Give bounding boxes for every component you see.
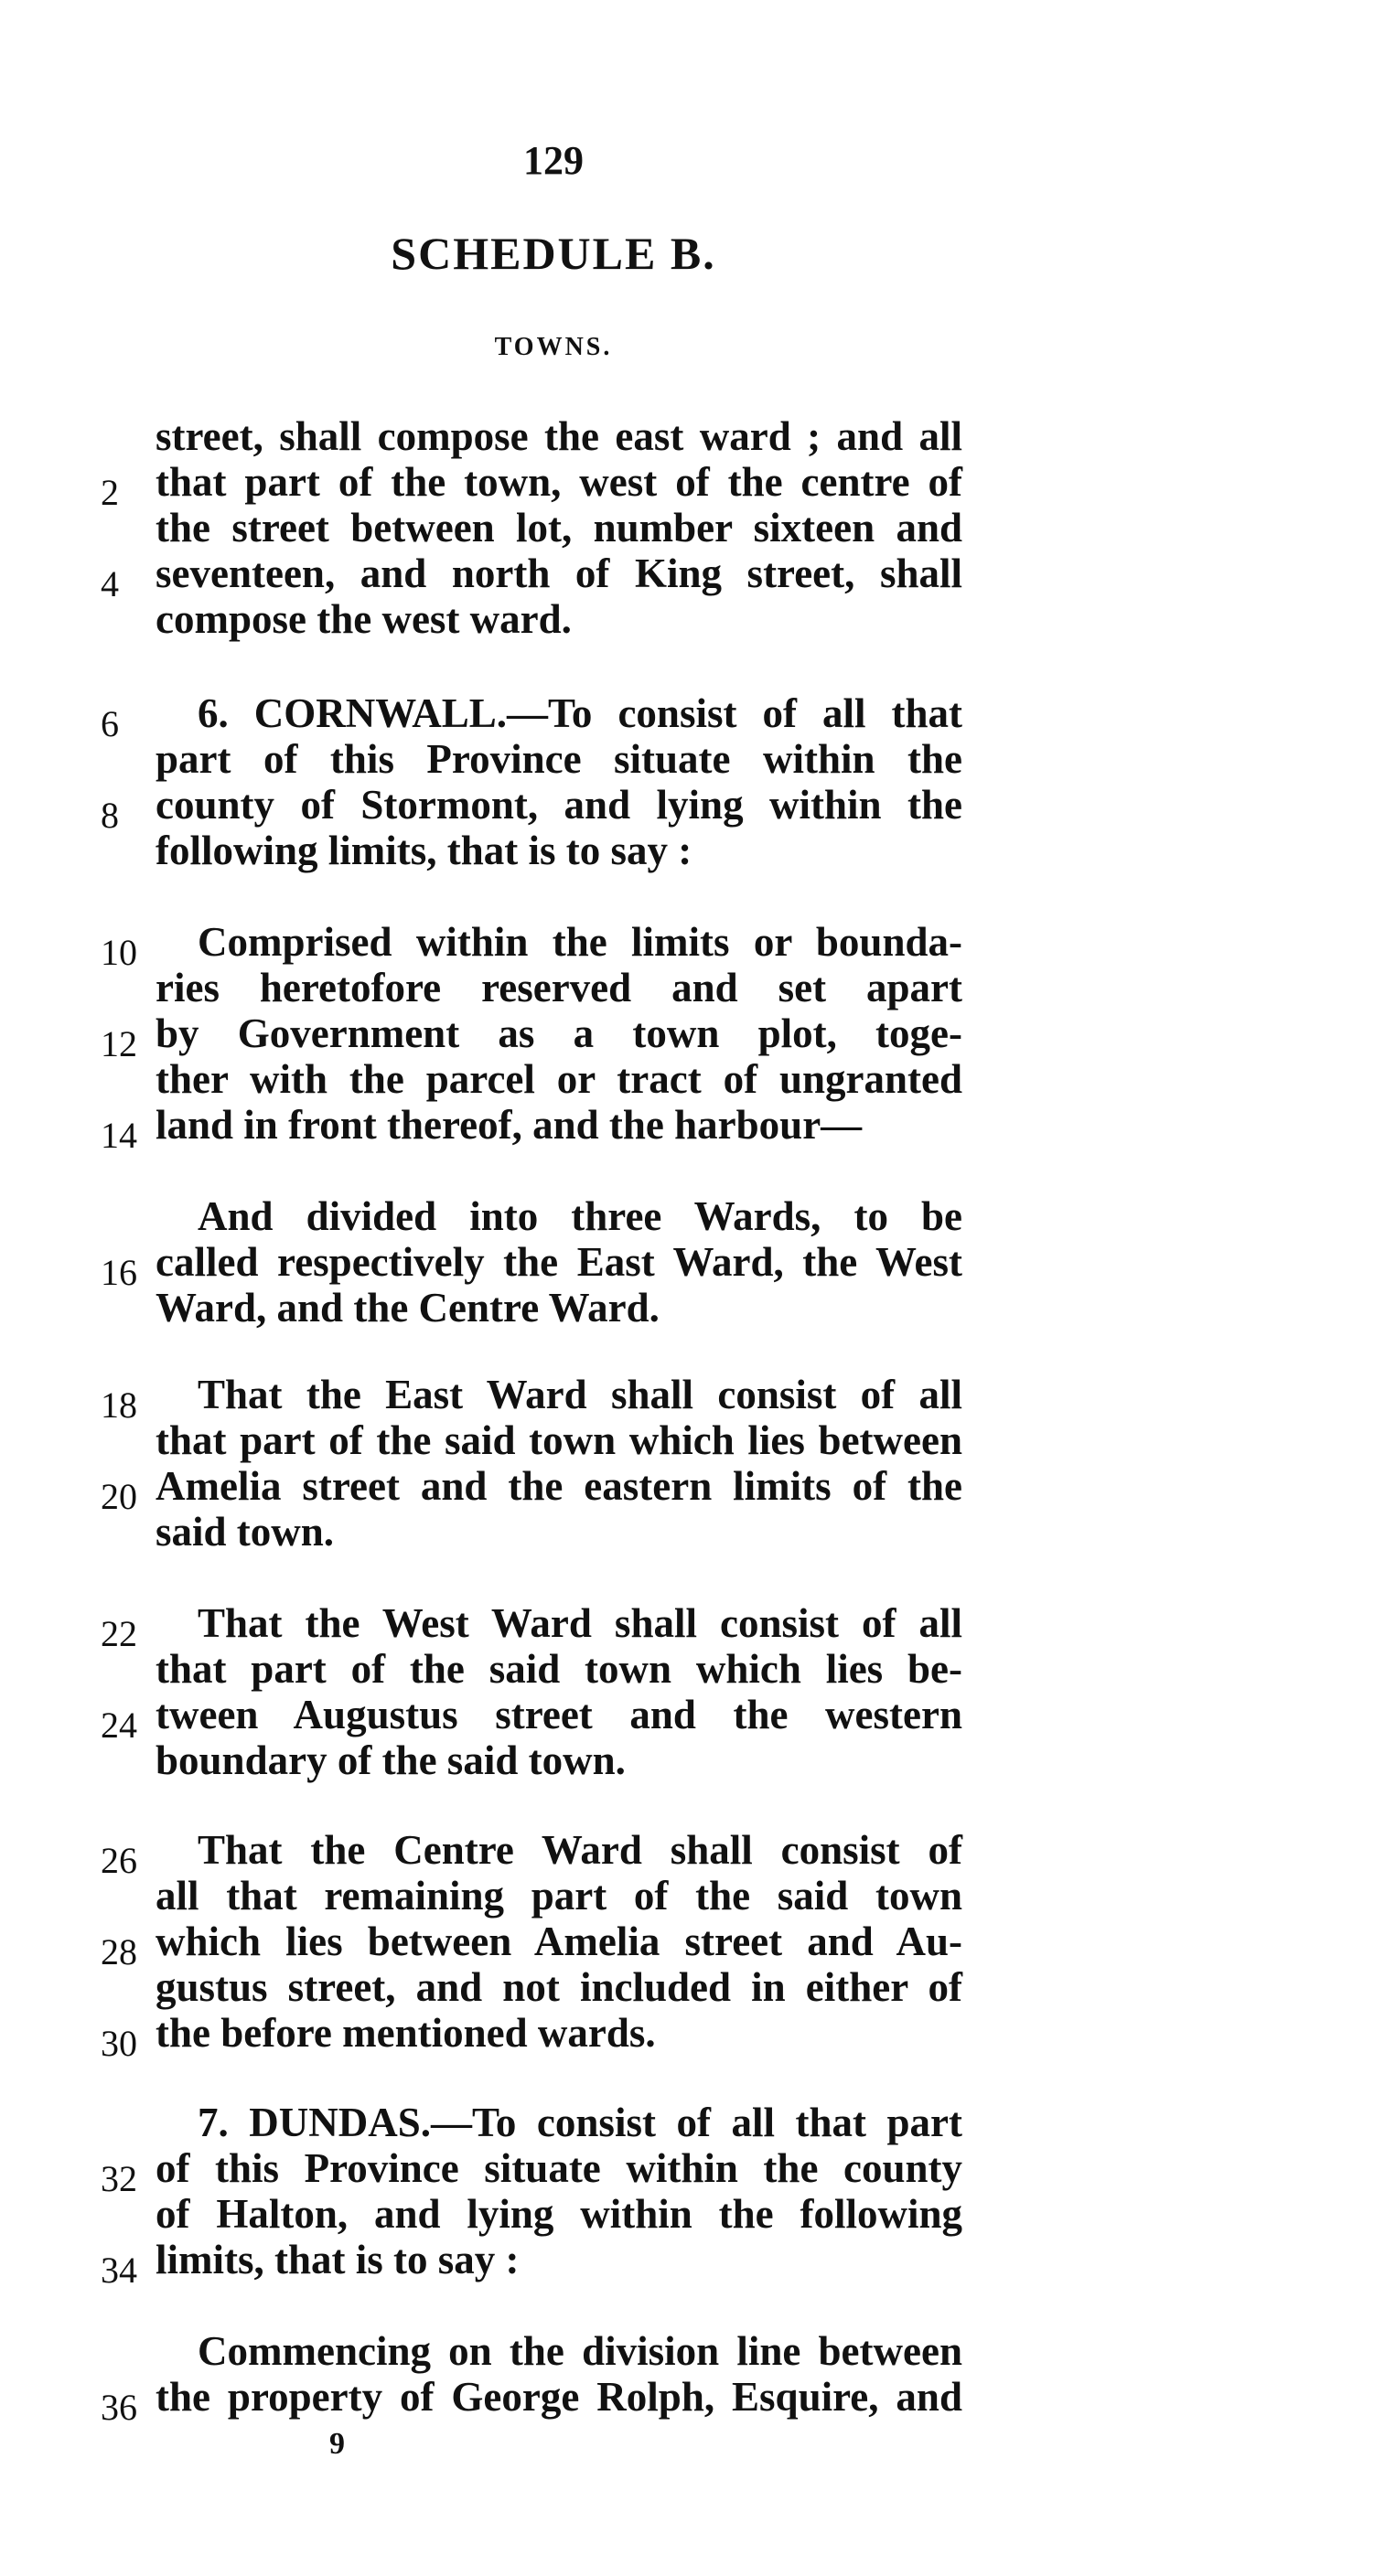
line-text: called respectively the East Ward, the West bbox=[156, 1239, 962, 1285]
text-line bbox=[0, 1056, 1374, 1102]
text-line bbox=[0, 1646, 1374, 1692]
text-line bbox=[0, 1239, 1374, 1293]
text-line bbox=[0, 1692, 1374, 1746]
line-text: That the Centre Ward shall consist of bbox=[198, 1827, 962, 1873]
line-text: ther with the parcel or tract of ungranted bbox=[156, 1056, 962, 1102]
line-text: Commencing on the division line between bbox=[198, 2328, 962, 2374]
line-text: That the East Ward shall consist of all bbox=[198, 1372, 962, 1417]
line-text: the street between lot, number sixteen and bbox=[156, 505, 962, 550]
line-text: part of this Province situate within the bbox=[156, 736, 962, 782]
line-text: of this Province situate within the county bbox=[156, 2145, 962, 2191]
text-line bbox=[0, 505, 1374, 550]
text-line bbox=[0, 2145, 1374, 2199]
text-line bbox=[0, 1193, 1374, 1239]
line-number: 12 bbox=[101, 1023, 137, 1064]
line-text: Comprised within the limits or bounda- bbox=[198, 919, 962, 965]
line-number: 10 bbox=[101, 932, 137, 973]
text-line bbox=[0, 1463, 1374, 1517]
line-number: 28 bbox=[101, 1931, 137, 1972]
text-line bbox=[0, 2010, 1374, 2064]
line-text: Amelia street and the eastern limits of the bbox=[156, 1463, 962, 1509]
text-line bbox=[0, 2100, 1374, 2145]
text-line bbox=[0, 1827, 1374, 1881]
text-line bbox=[0, 1919, 1374, 1972]
text-line bbox=[0, 1737, 1374, 1783]
line-text: of Halton, and lying within the following bbox=[156, 2191, 962, 2237]
line-number: 8 bbox=[101, 795, 119, 836]
text-line bbox=[0, 782, 1374, 836]
text-line bbox=[0, 2374, 1374, 2428]
line-text: boundary of the said town. bbox=[156, 1737, 626, 1783]
line-number: 26 bbox=[101, 1840, 137, 1881]
text-line bbox=[0, 1509, 1374, 1555]
text-line bbox=[0, 1964, 1374, 2010]
line-number: 34 bbox=[101, 2250, 137, 2291]
line-text: said town. bbox=[156, 1509, 335, 1555]
text-line bbox=[0, 2237, 1374, 2291]
text-line bbox=[0, 919, 1374, 973]
line-text: county of Stormont, and lying within the bbox=[156, 782, 962, 828]
text-line bbox=[0, 1873, 1374, 1919]
line-number: 14 bbox=[101, 1115, 137, 1156]
line-text: ries heretofore reserved and set apart bbox=[156, 965, 962, 1010]
line-number: 6 bbox=[101, 703, 119, 744]
line-text: following limits, that is to say : bbox=[156, 828, 692, 873]
section-label: TOWNS. bbox=[494, 333, 613, 361]
line-text: the property of George Rolph, Esquire, and bbox=[156, 2374, 962, 2420]
line-number: 32 bbox=[101, 2158, 137, 2199]
text-line bbox=[0, 965, 1374, 1010]
text-line bbox=[0, 550, 1374, 604]
line-text: that part of the said town which lies be- bbox=[156, 1646, 962, 1692]
line-number: 18 bbox=[101, 1384, 137, 1426]
line-number: 2 bbox=[101, 472, 119, 513]
line-text: compose the west ward. bbox=[156, 596, 572, 642]
line-text: That the West Ward shall consist of all bbox=[198, 1600, 962, 1646]
paragraph-8 bbox=[0, 2100, 1374, 2291]
line-text: land in front thereof, and the harbour— bbox=[156, 1102, 863, 1148]
line-text: 7. DUNDAS.—To consist of all that part bbox=[198, 2100, 962, 2145]
text-line bbox=[0, 1102, 1374, 1156]
text-line bbox=[0, 459, 1374, 513]
signature-mark: 9 bbox=[329, 2427, 345, 2461]
text-line bbox=[0, 1600, 1374, 1654]
line-text: all that remaining part of the said town bbox=[156, 1873, 962, 1919]
line-number: 16 bbox=[101, 1252, 137, 1293]
line-text: by Government as a town plot, toge- bbox=[156, 1010, 962, 1056]
paragraph-7 bbox=[0, 1827, 1374, 2064]
line-text: which lies between Amelia street and Au- bbox=[156, 1919, 962, 1964]
line-text: Ward, and the Centre Ward. bbox=[156, 1285, 660, 1331]
paragraph-6 bbox=[0, 1600, 1374, 1783]
paragraph-4 bbox=[0, 1193, 1374, 1331]
text-line bbox=[0, 413, 1374, 459]
text-line bbox=[0, 1285, 1374, 1331]
paragraph-1 bbox=[0, 413, 1374, 642]
text-line bbox=[0, 1010, 1374, 1064]
text-line bbox=[0, 596, 1374, 642]
text-line bbox=[0, 1417, 1374, 1463]
text-line bbox=[0, 2191, 1374, 2237]
line-text: limits, that is to say : bbox=[156, 2237, 520, 2282]
line-number: 4 bbox=[101, 563, 119, 604]
text-line bbox=[0, 828, 1374, 873]
line-text: seventeen, and north of King street, shall bbox=[156, 550, 962, 596]
line-text: gustus street, and not included in either of bbox=[156, 1964, 962, 2010]
text-line bbox=[0, 690, 1374, 744]
paragraph-3 bbox=[0, 919, 1374, 1156]
paragraph-2 bbox=[0, 690, 1374, 873]
line-number: 30 bbox=[101, 2023, 137, 2064]
line-text: street, shall compose the east ward ; and all bbox=[156, 413, 962, 459]
line-number: 36 bbox=[101, 2387, 137, 2428]
page-number: 129 bbox=[523, 138, 584, 183]
line-text: tween Augustus street and the western bbox=[156, 1692, 962, 1737]
text-line bbox=[0, 736, 1374, 782]
text-line bbox=[0, 1372, 1374, 1426]
schedule-title: SCHEDULE B. bbox=[391, 228, 716, 279]
line-number: 24 bbox=[101, 1705, 137, 1746]
line-text: And divided into three Wards, to be bbox=[198, 1193, 962, 1239]
line-text: that part of the said town which lies between bbox=[156, 1417, 962, 1463]
line-text: the before mentioned wards. bbox=[156, 2010, 656, 2056]
text-line bbox=[0, 2328, 1374, 2374]
paragraph-9 bbox=[0, 2328, 1374, 2428]
line-number: 22 bbox=[101, 1613, 137, 1654]
line-text: 6. CORNWALL.—To consist of all that bbox=[198, 690, 962, 736]
paragraph-5 bbox=[0, 1372, 1374, 1555]
line-text: that part of the town, west of the centre of bbox=[156, 459, 962, 505]
line-number: 20 bbox=[101, 1476, 137, 1517]
